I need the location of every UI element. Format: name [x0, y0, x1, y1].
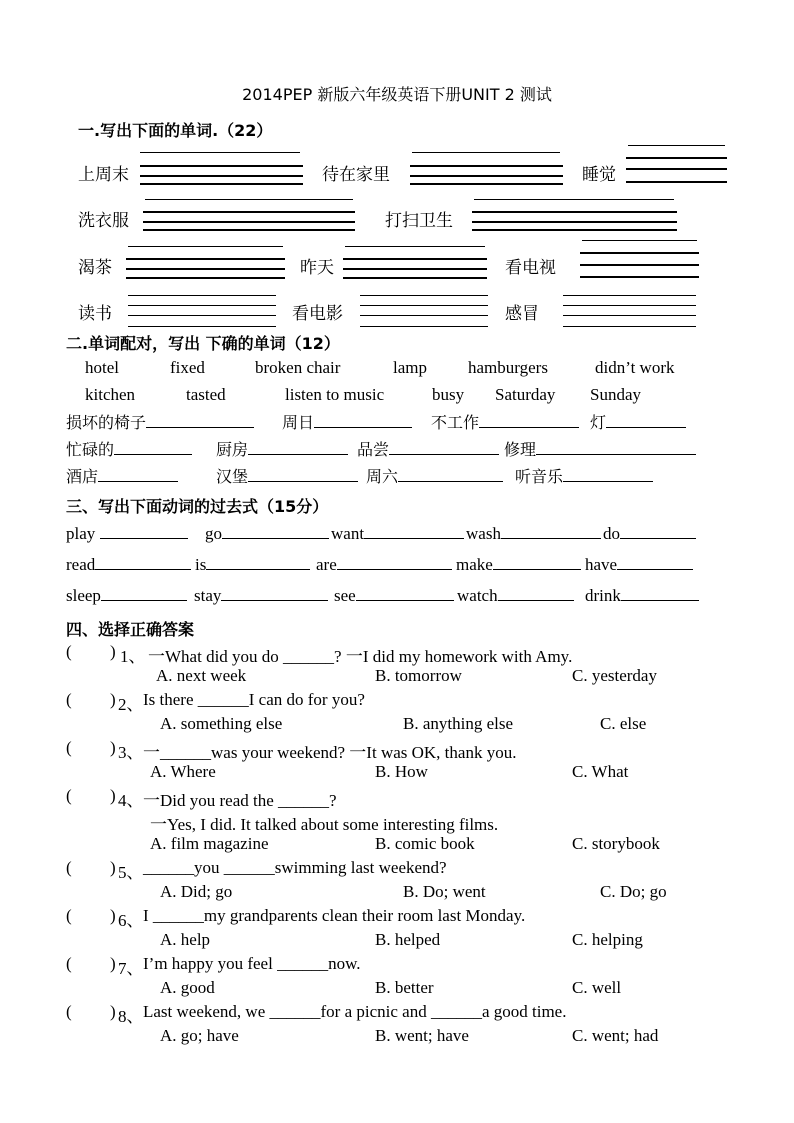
- word-bank-item: hamburgers: [468, 358, 548, 377]
- match-cn: 听音乐: [515, 467, 564, 486]
- match-cn: 忙碌的: [66, 440, 115, 459]
- answer-blank[interactable]: [221, 586, 328, 601]
- option-b[interactable]: B. How: [375, 762, 428, 781]
- answer-blank[interactable]: [100, 524, 188, 539]
- answer-blank[interactable]: [479, 413, 579, 428]
- answer-blank[interactable]: [620, 524, 696, 539]
- question-text: 一Did you read the ______?: [143, 791, 337, 810]
- answer-blank[interactable]: [356, 586, 454, 601]
- answer-blank[interactable]: [563, 467, 653, 482]
- option-c[interactable]: C. went; had: [572, 1026, 659, 1045]
- match-cn: 灯: [590, 413, 607, 432]
- verb: have: [585, 555, 618, 574]
- word-bank-item: listen to music: [285, 385, 385, 404]
- answer-blank[interactable]: [536, 440, 696, 455]
- option-c[interactable]: C. storybook: [572, 834, 660, 853]
- word-have-cold: 感冒: [505, 304, 539, 324]
- answer-blank[interactable]: [364, 524, 464, 539]
- match-cn: 周六: [366, 467, 399, 486]
- option-c[interactable]: C. helping: [572, 930, 643, 949]
- option-c[interactable]: C. Do; go: [600, 882, 667, 901]
- answer-blank[interactable]: [606, 413, 686, 428]
- question-number: 7、: [118, 959, 144, 978]
- option-c[interactable]: C. else: [600, 714, 647, 733]
- question-text: I ______my grandparents clean their room last Monday.: [143, 906, 526, 925]
- question-text: ______you ______swimming last weekend?: [143, 858, 447, 877]
- verb: want: [331, 524, 365, 543]
- option-a[interactable]: A. help: [160, 930, 211, 949]
- match-cn: 损坏的椅子: [66, 413, 147, 432]
- word-wash-clothes: 洗衣服: [78, 211, 129, 231]
- question-number: 1、: [120, 647, 146, 666]
- answer-paren[interactable]: (: [66, 858, 72, 877]
- answer-blank[interactable]: [101, 586, 187, 601]
- match-cn: 不工作: [431, 413, 480, 432]
- option-b[interactable]: B. comic book: [375, 834, 475, 853]
- option-a[interactable]: A. next week: [156, 666, 247, 685]
- answer-blank[interactable]: [493, 555, 581, 570]
- answer-blank[interactable]: [248, 467, 358, 482]
- verb: watch: [457, 586, 498, 605]
- word-clean-room: 打扫卫生: [385, 211, 453, 231]
- option-a[interactable]: A. good: [160, 978, 215, 997]
- verb: wash: [466, 524, 501, 543]
- answer-blank[interactable]: [146, 413, 254, 428]
- word-bank-item: tasted: [186, 385, 226, 404]
- section4-heading: 四、选择正确答案: [66, 620, 195, 639]
- word-bank-item: kitchen: [85, 385, 136, 404]
- question-number: 4、: [118, 791, 144, 810]
- answer-blank[interactable]: [114, 440, 192, 455]
- option-a[interactable]: A. film magazine: [150, 834, 269, 853]
- option-a[interactable]: A. Did; go: [160, 882, 233, 901]
- section1-heading: 一.写出下面的单词.（22）: [78, 121, 273, 140]
- verb: is: [195, 555, 207, 574]
- answer-paren[interactable]: (: [66, 690, 72, 709]
- answer-paren[interactable]: (: [66, 906, 72, 925]
- option-c[interactable]: C. What: [572, 762, 629, 781]
- word-bank-item: didn’t work: [595, 358, 675, 377]
- word-bank-item: Saturday: [495, 385, 556, 404]
- match-cn: 汉堡: [216, 467, 249, 486]
- option-b[interactable]: B. anything else: [403, 714, 514, 733]
- option-b[interactable]: B. tomorrow: [375, 666, 462, 685]
- answer-blank[interactable]: [248, 440, 348, 455]
- question-number: 3、: [118, 743, 144, 762]
- answer-blank[interactable]: [222, 524, 329, 539]
- verb: are: [316, 555, 337, 574]
- word-bank-item: lamp: [393, 358, 427, 377]
- answer-paren[interactable]: (: [66, 786, 72, 805]
- verb: play: [66, 524, 96, 543]
- option-a[interactable]: A. Where: [150, 762, 216, 781]
- answer-paren[interactable]: (: [66, 642, 72, 661]
- question-number: 2、: [118, 695, 144, 714]
- question-text: Is there ______I can do for you?: [143, 690, 365, 709]
- question-text-response: 一Yes, I did. It talked about some interesting films.: [150, 815, 499, 834]
- worksheet-page: 2014PEP 新版六年级英语下册UNIT 2 测试 一.写出下面的单词.（22） 上周末 待在家里 睡觉 洗衣服 打扫卫生 渴茶 昨天 看电视 读书 看电影 感冒 二.单词配对，写出 下确的单词（12） hotel fixed broken chair lamp hamburgers didn’t work kitchen tasted listen to music busy Saturday Sunday 损坏的椅子 周日 不工作 灯 忙碌的 厨房 品尝 修理 酒店 汉堡 周六 听音乐 三、写出下面动词的过去式（15分） play go want wash do read is are make have sleep stay see watch drink 四、选择正确答案 ( ) 1、 一What did you do ______? 一I did my homework with Amy. A. next week B. tomorrow C. yesterday ( ) 2、 Is there ______I can do for you? A. something else B. anything else C. else ( ) 3、 一______was your weekend? 一It was OK, thank you. A. Where B. How C. What ( ) 4、 一Did you read the ______? 一Yes, I did. It talked about some interesting films. A. film magazine B. comic book C. storybook ( ) 5、 ______you ______swimming last weekend? A. Did; go B. Do; went C. Do; go ( ) 6、 I ______my grandparents clean their room last Monday. A. help B. helped C. helping ( ) 7、 I’m happy you feel ______now. A. good B. better C. well ( ) 8、 Last weekend, we ______for a picnic and ______a good time. A. go; have B. went; have C. went; had: [0, 0, 794, 1123]
- option-c[interactable]: C. yesterday: [572, 666, 657, 685]
- answer-blank[interactable]: [398, 467, 503, 482]
- word-watch-tv: 看电视: [505, 258, 556, 278]
- word-bank-item: broken chair: [255, 358, 341, 377]
- question-number: 8、: [118, 1007, 144, 1026]
- option-b[interactable]: B. Do; went: [403, 882, 486, 901]
- question-text: I’m happy you feel ______now.: [143, 954, 361, 973]
- match-cn: 厨房: [216, 440, 249, 459]
- page-title: 2014PEP 新版六年级英语下册UNIT 2 测试: [242, 85, 552, 104]
- verb: read: [66, 555, 96, 574]
- answer-blank[interactable]: [621, 586, 699, 601]
- answer-blank[interactable]: [617, 555, 693, 570]
- section2-heading: 二.单词配对，写出 下确的单词（12）: [66, 334, 340, 353]
- match-cn: 修理: [504, 440, 537, 459]
- match-cn: 品尝: [357, 440, 390, 459]
- option-a[interactable]: A. something else: [160, 714, 283, 733]
- question-number: 6、: [118, 911, 144, 930]
- word-sleep: 睡觉: [582, 165, 616, 185]
- word-bank-item: hotel: [85, 358, 119, 377]
- verb: sleep: [66, 586, 101, 605]
- verb: make: [456, 555, 493, 574]
- option-c[interactable]: C. well: [572, 978, 622, 997]
- word-drink-tea: 渴茶: [78, 258, 112, 278]
- answer-blank[interactable]: [389, 440, 499, 455]
- section3-heading: 三、写出下面动词的过去式（15分）: [66, 497, 329, 516]
- answer-blank[interactable]: [501, 524, 601, 539]
- match-cn: 周日: [282, 413, 315, 432]
- word-read-books: 读书: [78, 304, 112, 324]
- word-bank-item: fixed: [170, 358, 205, 377]
- answer-paren[interactable]: (: [66, 954, 72, 973]
- verb: see: [334, 586, 356, 605]
- option-b[interactable]: B. better: [375, 978, 434, 997]
- word-watch-film: 看电影: [292, 304, 343, 324]
- question-text: 一______was your weekend? 一It was OK, thank you.: [143, 743, 517, 762]
- option-b[interactable]: B. helped: [375, 930, 441, 949]
- word-stay-at-home: 待在家里: [322, 165, 390, 185]
- question-number: 5、: [118, 863, 144, 882]
- match-cn: 酒店: [66, 467, 99, 486]
- word-bank-item: Sunday: [590, 385, 641, 404]
- verb: stay: [194, 586, 222, 605]
- answer-paren[interactable]: (: [66, 738, 72, 757]
- verb: go: [205, 524, 222, 543]
- answer-blank[interactable]: [206, 555, 310, 570]
- option-b[interactable]: B. went; have: [375, 1026, 469, 1045]
- verb: do: [603, 524, 620, 543]
- word-yesterday: 昨天: [300, 258, 334, 278]
- answer-blank[interactable]: [337, 555, 452, 570]
- answer-blank[interactable]: [498, 586, 574, 601]
- option-a[interactable]: A. go; have: [160, 1026, 239, 1045]
- question-text: Last weekend, we ______for a picnic and ______a good time.: [143, 1002, 567, 1021]
- verb: drink: [585, 586, 621, 605]
- answer-paren[interactable]: (: [66, 1002, 72, 1021]
- question-text: 一What did you do ______? 一I did my homework with Amy.: [148, 647, 573, 666]
- word-last-weekend: 上周末: [78, 165, 129, 185]
- answer-blank[interactable]: [98, 467, 178, 482]
- answer-blank[interactable]: [95, 555, 191, 570]
- word-bank-item: busy: [432, 385, 465, 404]
- answer-blank[interactable]: [314, 413, 412, 428]
